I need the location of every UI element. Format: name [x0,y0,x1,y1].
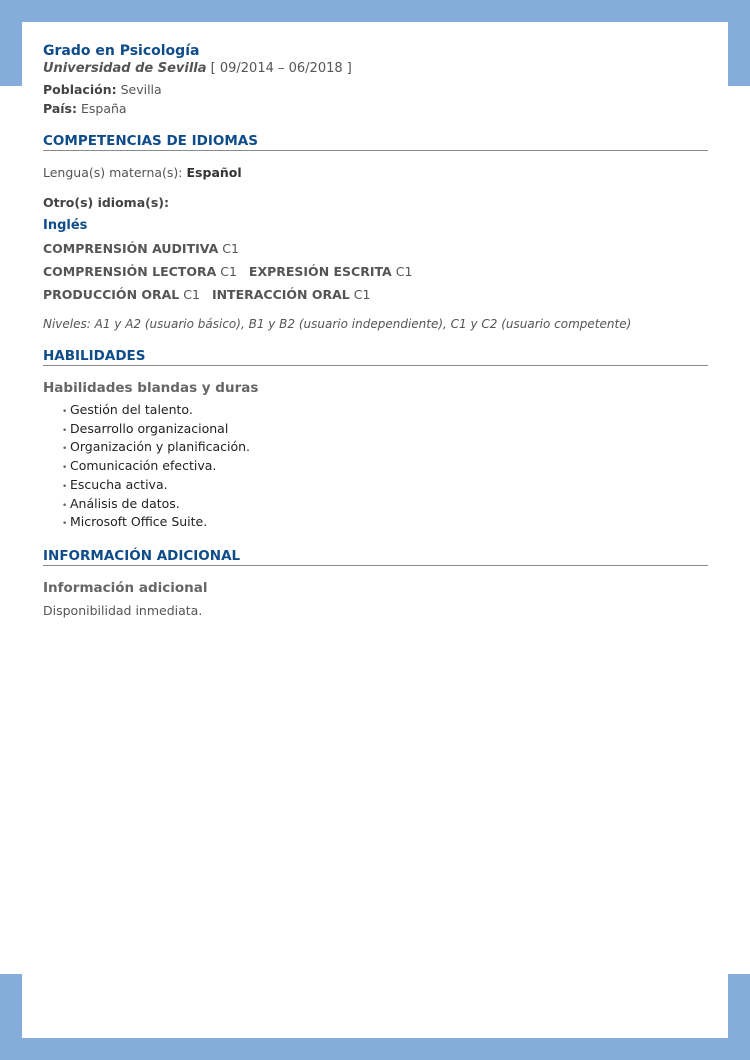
bullet-icon: • [62,407,68,417]
skill-text: Organización y planificación. [70,439,250,455]
mother-tongue-line [43,164,708,182]
list-item [62,477,708,496]
additional-heading: INFORMACIÓN ADICIONAL [43,547,708,566]
skill-text: Análisis de datos. [70,495,180,511]
institution-line [43,60,708,78]
listening-label: COMPRENSIÓN AUDITIVA [43,241,219,256]
list-item [62,439,708,458]
list-item [62,402,708,421]
frame-bottom-bar [0,1038,750,1060]
skill-text: Gestión del talento. [70,402,193,417]
country-label: País: [43,101,77,116]
levels-note: Niveles: A1 y A2 (usuario básico), B1 y B2 (usuario independiente), C1 y C2 (usuario competente) [43,317,632,331]
frame-right-top-corner [728,0,750,86]
list-item [62,421,708,440]
bullet-icon: • [62,463,68,474]
skill-text: Comunicación efectiva. [70,458,217,474]
spoken-interaction-label: INTERACCIÓN ORAL [211,287,350,302]
additional-subheading: Información adicional [43,579,208,596]
bullet-icon: • [62,481,68,492]
skill-text: Microsoft Office Suite. [70,514,208,530]
languages-heading: COMPETENCIAS DE IDIOMAS [43,132,708,151]
skills-heading: HABILIDADES [43,347,708,366]
bullet-icon: • [62,519,68,530]
additional-text: Disponibilidad inmediata. [43,602,203,618]
reading-writing-line [43,263,708,281]
city-line [43,81,708,99]
reading-label: COMPRENSIÓN LECTORA [43,264,217,279]
city-label: Población: [43,82,117,97]
skill-text: Desarrollo organizacional [70,420,229,436]
education-entry [43,42,708,118]
reading-pair [43,264,241,279]
mother-tongue-label: Lengua(s) materna(s): [43,165,183,180]
writing-pair [249,264,413,279]
spoken-interaction-level: C1 [353,287,371,302]
bullet-icon: • [62,500,68,511]
cv-page [43,42,708,620]
bullet-icon: • [62,444,68,455]
spoken-line [43,286,708,304]
reading-level: C1 [220,264,237,279]
list-item [62,458,708,477]
frame-right-bottom-corner [728,974,750,1060]
spoken-production-level: C1 [183,287,200,302]
listening-level: C1 [222,241,239,256]
other-languages-label: Otro(s) idioma(s): [43,195,170,210]
institution-name: Universidad de Sevilla [43,61,207,76]
skills-subheading: Habilidades blandas y duras [43,380,259,396]
listening-line [43,240,708,258]
writing-level: C1 [395,264,413,279]
frame-left-top-corner [0,0,22,86]
writing-label: EXPRESIÓN ESCRITA [248,264,392,279]
list-item [62,496,708,515]
education-dates: [ 09/2014 – 06/2018 ] [210,61,352,76]
bullet-icon: • [62,425,68,436]
degree-title: Grado en Psicología [43,43,200,59]
language-name: Inglés [43,218,88,233]
spoken-production-pair [43,287,204,302]
frame-top-bar [0,0,750,22]
frame-left-bottom-corner [0,974,22,1060]
country-line [43,100,708,118]
spoken-interaction-pair [212,287,370,302]
city-value: Sevilla [120,82,162,97]
skill-text: Escucha activa. [70,476,168,492]
skills-list [43,402,708,533]
list-item [62,514,708,533]
country-value: España [80,101,127,116]
mother-tongue-value: Español [186,165,242,180]
spoken-production-label: PRODUCCIÓN ORAL [43,287,180,302]
